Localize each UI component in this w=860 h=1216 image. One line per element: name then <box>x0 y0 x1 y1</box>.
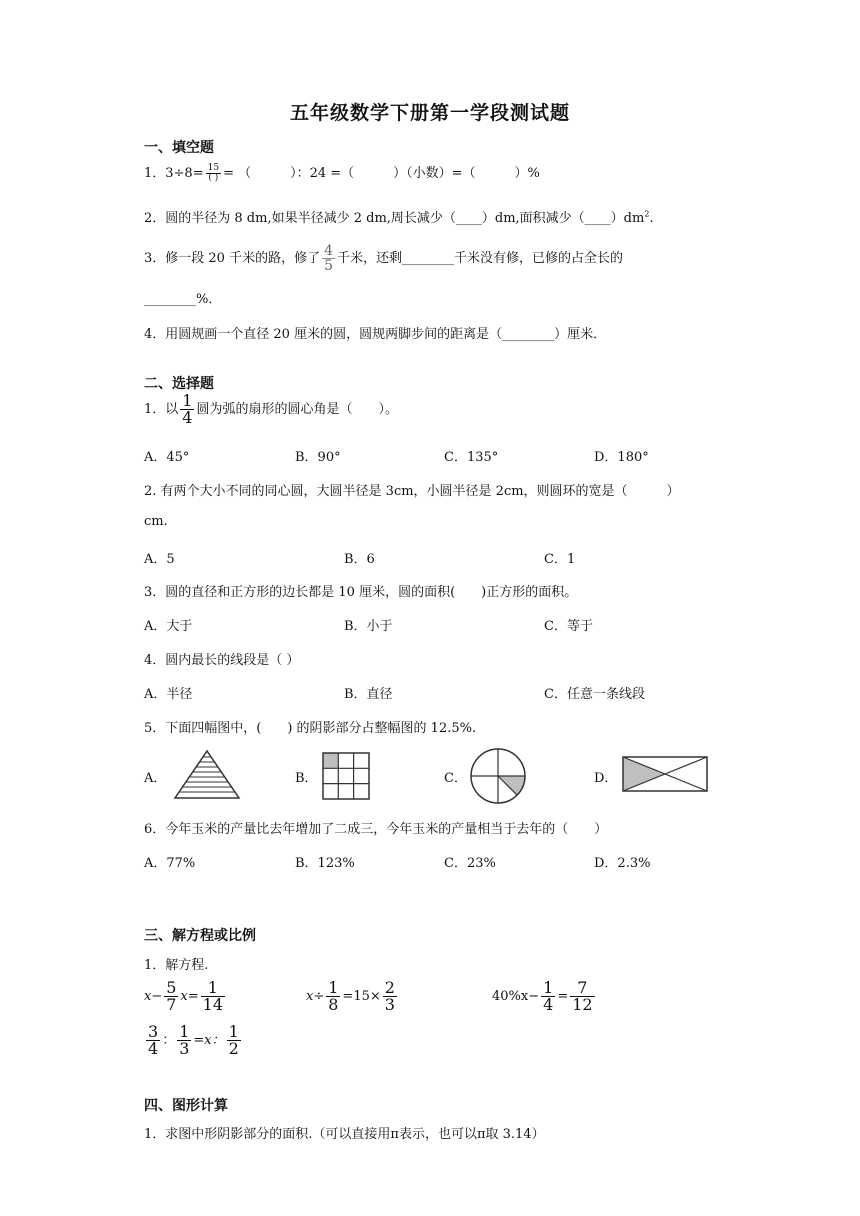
fraction <box>383 980 397 1013</box>
choice-question-3: 3．圆的直径和正方形的边长都是 10 厘米，圆的面积( )正方形的面积。 <box>144 585 578 600</box>
solve-question-1: 1．解方程. <box>144 958 209 973</box>
fraction-denominator: 4 <box>543 995 554 1014</box>
fraction-numerator: 1 <box>228 1022 239 1041</box>
fill-q1-text-a: 1．3÷8= <box>144 166 204 181</box>
fraction <box>180 393 194 426</box>
equation-1 <box>144 980 227 1013</box>
fraction <box>177 1024 191 1057</box>
choice-question-2: 2. 有两个大小不同的同心圆，大圆半径是 3cm，小圆半径是 2cm，则圆环的宽是（ ） <box>144 484 680 499</box>
fraction-numerator: 3 <box>148 1022 159 1041</box>
equation-3 <box>492 980 597 1013</box>
choice-q4-option-a: A．半径 <box>144 687 193 702</box>
rectangle-triangle-figure <box>620 754 710 794</box>
page-title: 五年级数学下册第一学段测试题 <box>289 102 570 124</box>
fraction <box>227 1024 241 1057</box>
fraction-denominator: 7 <box>166 995 177 1014</box>
fraction <box>570 980 594 1013</box>
fraction-numerator: 15 <box>207 163 220 173</box>
fill-question-2 <box>144 207 654 226</box>
fraction-denominator: 5 <box>324 258 333 274</box>
choice-q1-option-a: A．45° <box>144 450 190 465</box>
choice-q6-option-a: A．77% <box>144 856 196 871</box>
choice-q3-option-a: A．大于 <box>144 619 193 634</box>
fill-question-3-continued: ________%． <box>144 292 222 307</box>
equation-text: x− <box>144 989 163 1004</box>
equation-text: =x： <box>193 1033 225 1048</box>
section-heading-figure: 四、图形计算 <box>144 1098 228 1114</box>
choice-q5-option-d: D． <box>594 771 618 786</box>
fraction <box>201 980 225 1013</box>
choice-q1-text-b: 圆为弧的扇形的圆心角是（ ）。 <box>196 402 398 417</box>
choice-q1-text-a: 1．以 <box>144 402 179 417</box>
fill-q2-end: . <box>649 211 654 226</box>
fraction <box>541 980 555 1013</box>
choice-q3-option-c: C．等于 <box>544 619 593 634</box>
fraction-denominator: 4 <box>182 408 193 427</box>
fraction-numerator: 2 <box>384 978 395 997</box>
fraction-denominator: 3 <box>384 995 395 1014</box>
equation-text: x÷ <box>306 989 325 1004</box>
choice-q6-option-d: D．2.3% <box>594 856 651 871</box>
fraction <box>164 980 178 1013</box>
grid-square-figure <box>321 751 373 803</box>
section-heading-choice: 二、选择题 <box>144 376 214 392</box>
fill-question-3 <box>144 244 623 273</box>
choice-q4-option-b: B．直径 <box>344 687 393 702</box>
fraction-numerator: 1 <box>179 1022 190 1041</box>
fraction-numerator: 5 <box>166 978 177 997</box>
choice-question-4: 4．圆内最长的线段是（ ） <box>144 653 300 668</box>
fraction-numerator: 7 <box>570 980 594 997</box>
sector-circle-figure <box>468 746 528 806</box>
choice-q5-option-c: C． <box>444 771 467 786</box>
choice-q6-option-b: B．123% <box>295 856 355 871</box>
striped-triangle-figure <box>172 749 242 801</box>
fraction-numerator: 4 <box>324 243 333 259</box>
superscript: 2 <box>644 209 650 219</box>
equation-text: ： <box>162 1033 176 1048</box>
fill-question-4: 4．用圆规画一个直径 20 厘米的圆，圆规两脚步间的距离是（________）厘米． <box>144 327 607 342</box>
choice-question-6: 6．今年玉米的产量比去年增加了二成三，今年玉米的产量相当于去年的（ ） <box>144 822 608 837</box>
choice-q1-option-d: D．180° <box>594 450 649 465</box>
fraction-numerator: 1 <box>543 978 554 997</box>
choice-q2-option-c: C．1 <box>544 552 576 567</box>
fill-q3-text-b: 千米，还剩________千米没有修，已修的占全长的 <box>337 251 624 266</box>
fraction-numerator: 1 <box>328 978 339 997</box>
equation-text: = <box>557 989 569 1004</box>
choice-q2-option-a: A．5 <box>144 552 175 567</box>
fraction-denominator: 2 <box>228 1039 239 1058</box>
fraction-denominator: ( ) <box>208 173 219 183</box>
fill-q1-text-b: = （ ）：24 =（ ）（小数）=（ ）% <box>223 166 540 181</box>
equation-text: 40%x− <box>492 989 540 1004</box>
choice-q4-option-c: C．任意一条线段 <box>544 687 645 702</box>
equation-text: =15× <box>342 989 381 1004</box>
equation-text: x= <box>180 989 199 1004</box>
fraction-denominator: 12 <box>572 995 593 1014</box>
fraction-numerator: 1 <box>182 391 193 410</box>
choice-q1-option-c: C．135° <box>444 450 499 465</box>
section-heading-fill: 一、填空题 <box>144 140 214 156</box>
fraction-numerator: 1 <box>201 980 225 997</box>
fraction <box>322 244 335 273</box>
fraction-denominator: 3 <box>179 1039 190 1058</box>
fraction-denominator: 8 <box>328 995 339 1014</box>
equation-4 <box>144 1024 243 1057</box>
fraction-denominator: 4 <box>148 1039 159 1058</box>
fraction-denominator: 14 <box>202 995 224 1014</box>
choice-q3-option-b: B．小于 <box>344 619 393 634</box>
fraction <box>146 1024 160 1057</box>
figure-question-1: 1．求图中形阴影部分的面积.（可以直接用π表示，也可以π取 3.14） <box>144 1127 545 1142</box>
choice-q5-option-a: A． <box>144 771 167 786</box>
fill-q2-text: 2．圆的半径为 8 dm,如果半径减少 2 dm,周长减少（____）dm,面积减少（____）dm <box>144 211 645 226</box>
choice-question-5: 5．下面四幅图中，( ) 的阴影部分占整幅图的 12.5%. <box>144 721 477 736</box>
choice-question-2-continued: cm. <box>144 514 168 529</box>
fill-q3-text-a: 3．修一段 20 千米的路，修了 <box>144 251 321 266</box>
choice-q5-option-b: B． <box>295 771 318 786</box>
choice-q2-option-b: B．6 <box>344 552 375 567</box>
fraction <box>326 980 340 1013</box>
equation-2 <box>306 980 399 1013</box>
fill-question-1 <box>144 162 540 183</box>
section-heading-solve: 三、解方程或比例 <box>144 928 256 944</box>
fraction <box>206 164 221 183</box>
choice-question-1 <box>144 393 398 426</box>
choice-q1-option-b: B．90° <box>295 450 341 465</box>
choice-q6-option-c: C．23% <box>444 856 496 871</box>
